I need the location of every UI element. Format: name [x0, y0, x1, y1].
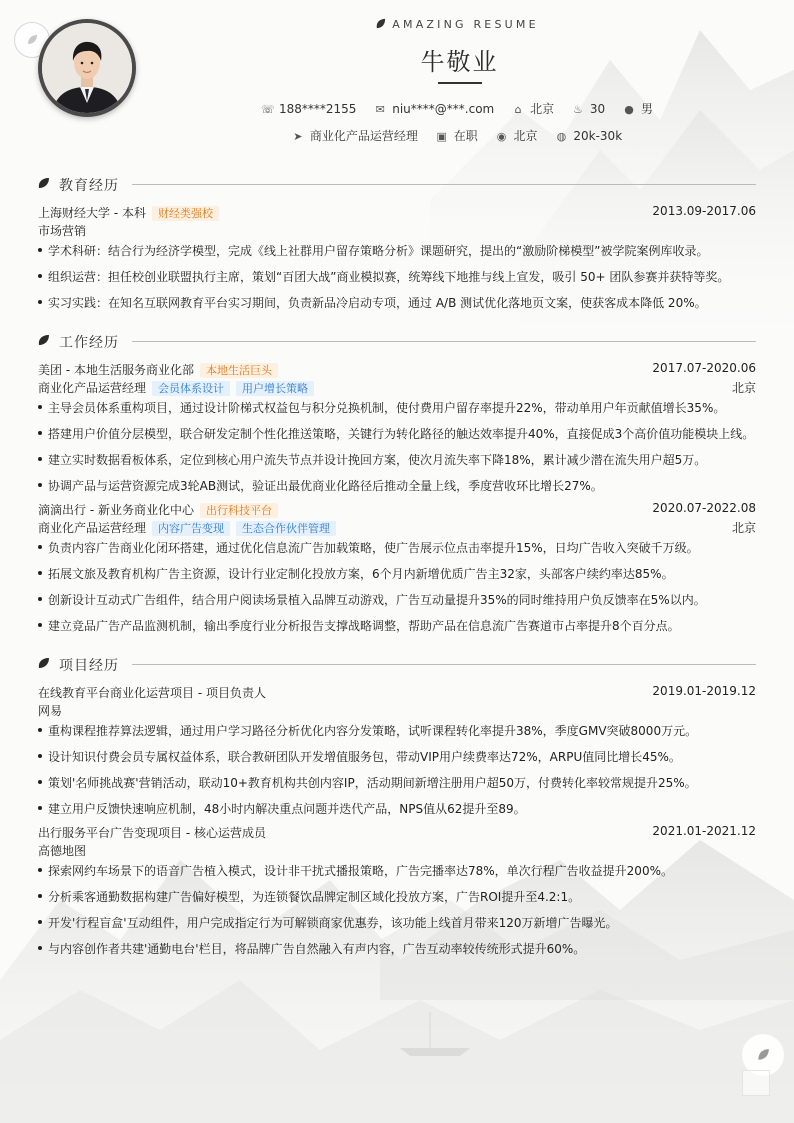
- list-item: 与内容创作者共建'通勤电台'栏目，将品牌广告自然融入有声内容，广告互动率较传统形式提升60%。: [38, 940, 756, 957]
- job-header: [38, 501, 756, 517]
- list-item: 建立实时数据看板体系，定位到核心用户流失节点并设计挽回方案，使次月流失率下降18%，累计减少潜在流失用户超5万。: [38, 451, 756, 468]
- gender-item: ● 男: [624, 102, 654, 116]
- salary-item: ◍ 20k-30k: [556, 129, 623, 143]
- list-item: 搭建用户价值分层模型，联合研发定制个性化推送策略，关键行为转化路径的触达效率提升40%，直接促成3个高价值功能模块上线。: [38, 425, 756, 442]
- briefcase-icon: ▣: [436, 130, 447, 143]
- leaf-icon: [38, 657, 50, 669]
- target-city-item: ◉ 北京: [496, 129, 538, 143]
- list-item: 拓展文旅及教育机构广告主资源，设计行业定制化投放方案，6个月内新增优质广告主32家，头部客户续约率达85%。: [38, 565, 756, 582]
- brand-text: AMAZING RESUME: [392, 18, 539, 31]
- list-item: 主导会员体系重构项目，通过设计阶梯式权益包与积分兑换机制，使付费用户留存率提升22%，带动单用户年贡献值增长35%。: [38, 399, 756, 416]
- leaf-icon: [38, 334, 50, 346]
- section-divider: [132, 664, 756, 665]
- skill-tag: 内容广告变现: [152, 521, 230, 536]
- section-projects-title: 项目经历: [38, 655, 756, 675]
- list-item: 建立用户反馈快速响应机制，48小时内解决重点问题并迭代产品，NPS值从62提升至89。: [38, 800, 756, 817]
- project-name: 出行服务平台广告变现项目 - 核心运营成员: [38, 826, 266, 840]
- age-item: ♨ 30: [572, 102, 606, 116]
- send-icon: ➤: [293, 130, 303, 143]
- job-header: [38, 361, 756, 377]
- list-item: 建立竞品广告产品监测机制，输出季度行业分析报告支撑战略调整，帮助产品在信息流广告赛道市占率提升8个百分点。: [38, 617, 756, 634]
- job-date: 2017.07-2020.06: [652, 361, 756, 375]
- list-item: 开发'行程盲盒'互动组件，用户完成指定行为可解锁商家优惠券，该功能上线首月带来120万新增广告曝光。: [38, 914, 756, 931]
- leaf-icon: [375, 18, 386, 29]
- project-name: 在线教育平台商业化运营项目 - 项目负责人: [38, 686, 266, 700]
- job-position: 商业化产品运营经理: [38, 521, 147, 535]
- project-org: 网易: [38, 704, 63, 718]
- status-item: ▣ 在职: [436, 129, 478, 143]
- skill-tag: 生态合作伙伴管理: [236, 521, 336, 536]
- school-name: 上海财经大学 - 本科: [38, 206, 146, 220]
- contact-info-row: [0, 100, 794, 117]
- section-divider: [132, 341, 756, 342]
- section-education-title: 教育经历: [38, 175, 756, 195]
- list-item: 分析乘客通勤数据构建广告偏好模型，为连锁餐饮品牌定制区域化投放方案，广告ROI提升至4.2:1。: [38, 888, 756, 905]
- home-icon: ⌂: [514, 103, 522, 116]
- phone-icon: ☏: [260, 103, 275, 116]
- school-tag: 财经类强校: [152, 206, 219, 221]
- mail-icon: ✉: [375, 103, 385, 116]
- skill-tag: 用户增长策略: [236, 381, 314, 396]
- section-divider: [132, 184, 756, 185]
- company-name: 滴滴出行 - 新业务商业化中心: [38, 503, 194, 517]
- company-tag: 本地生活巨头: [200, 363, 278, 378]
- project-header: [38, 824, 756, 840]
- job-position-row: [38, 519, 756, 535]
- gender-icon: ●: [624, 103, 634, 116]
- project-date: 2021.01-2021.12: [652, 824, 756, 838]
- target-position-item: ➤ 商业化产品运营经理: [293, 129, 418, 143]
- leaf-icon: [38, 177, 50, 189]
- project-date: 2019.01-2019.12: [652, 684, 756, 698]
- list-item: 组织运营：担任校创业联盟执行主席，策划“百团大战”商业模拟赛，统筹线下地推与线上宣发，吸引 50+ 团队参赛并获特等奖。: [38, 268, 756, 285]
- list-item: 协调产品与运营资源完成3轮AB测试，验证出最优商业化路径后推动全量上线，季度营收环比增长27%。: [38, 477, 756, 494]
- money-icon: ◍: [556, 130, 567, 143]
- cake-icon: ♨: [572, 103, 583, 116]
- job-city: 北京: [731, 381, 756, 395]
- list-item: 创新设计互动式广告组件，结合用户阅读场景植入品牌互动游戏，广告互动量提升35%的同时维持用户负反馈率在5%以内。: [38, 591, 756, 608]
- job-intent-row: [0, 127, 794, 144]
- section-work-title: 工作经历: [38, 332, 756, 352]
- education-major: 市场营销: [38, 224, 87, 238]
- company-name: 美团 - 本地生活服务商业化部: [38, 363, 194, 377]
- list-item: 策划'名师挑战赛'营销活动，联动10+教育机构共创内容IP，活动期间新增注册用户超50万，付费转化率较常规提升25%。: [38, 774, 756, 791]
- phone-item[interactable]: ☏ 188****2155: [260, 102, 357, 116]
- job-city: 北京: [731, 521, 756, 535]
- list-item: 设计知识付费会员专属权益体系，联合教研团队开发增值服务包，带动VIP用户续费率达72%，ARPU值同比增长45%。: [38, 748, 756, 765]
- list-item: 实习实践：在知名互联网教育平台实习期间，负责新品冷启动专项，通过 A/B 测试优化落地页文案，使获客成本降低 20%。: [38, 294, 756, 311]
- home-item: ⌂ 北京: [512, 100, 554, 117]
- list-item: 学术科研：结合行为经济学模型，完成《线上社群用户留存策略分析》课题研究，提出的“激励阶梯模型”被学院案例库收录。: [38, 242, 756, 259]
- candidate-name: 牛敬业: [420, 48, 499, 76]
- list-item: 重构课程推荐算法逻辑，通过用户学习路径分析优化内容分发策略，试听课程转化率提升38%，季度GMV突破8000万元。: [38, 722, 756, 739]
- email-item[interactable]: ✉ niu****@***.com: [375, 102, 495, 116]
- job-position-row: [38, 379, 756, 395]
- company-tag: 出行科技平台: [200, 503, 278, 518]
- back-to-top-box[interactable]: [742, 1070, 770, 1096]
- list-item: 探索网约车场景下的语音广告植入模式，设计非干扰式播报策略，广告完播率达78%，单次行程广告收益提升200%。: [38, 862, 756, 879]
- location-icon: ◉: [496, 130, 507, 143]
- name-underline: [438, 82, 482, 84]
- list-item: 负责内容广告商业化闭环搭建，通过优化信息流广告加载策略，使广告展示位点击率提升15%，日均广告收入突破千万级。: [38, 539, 756, 556]
- project-org: 高德地图: [38, 844, 87, 858]
- leaf-icon: [756, 1048, 770, 1062]
- job-position: 商业化产品运营经理: [38, 381, 147, 395]
- skill-tag: 会员体系设计: [152, 381, 230, 396]
- education-date: 2013.09-2017.06: [652, 204, 756, 218]
- education-header: [38, 204, 756, 220]
- brand-title: [0, 18, 794, 31]
- project-header: [38, 684, 756, 700]
- job-date: 2020.07-2022.08: [652, 501, 756, 515]
